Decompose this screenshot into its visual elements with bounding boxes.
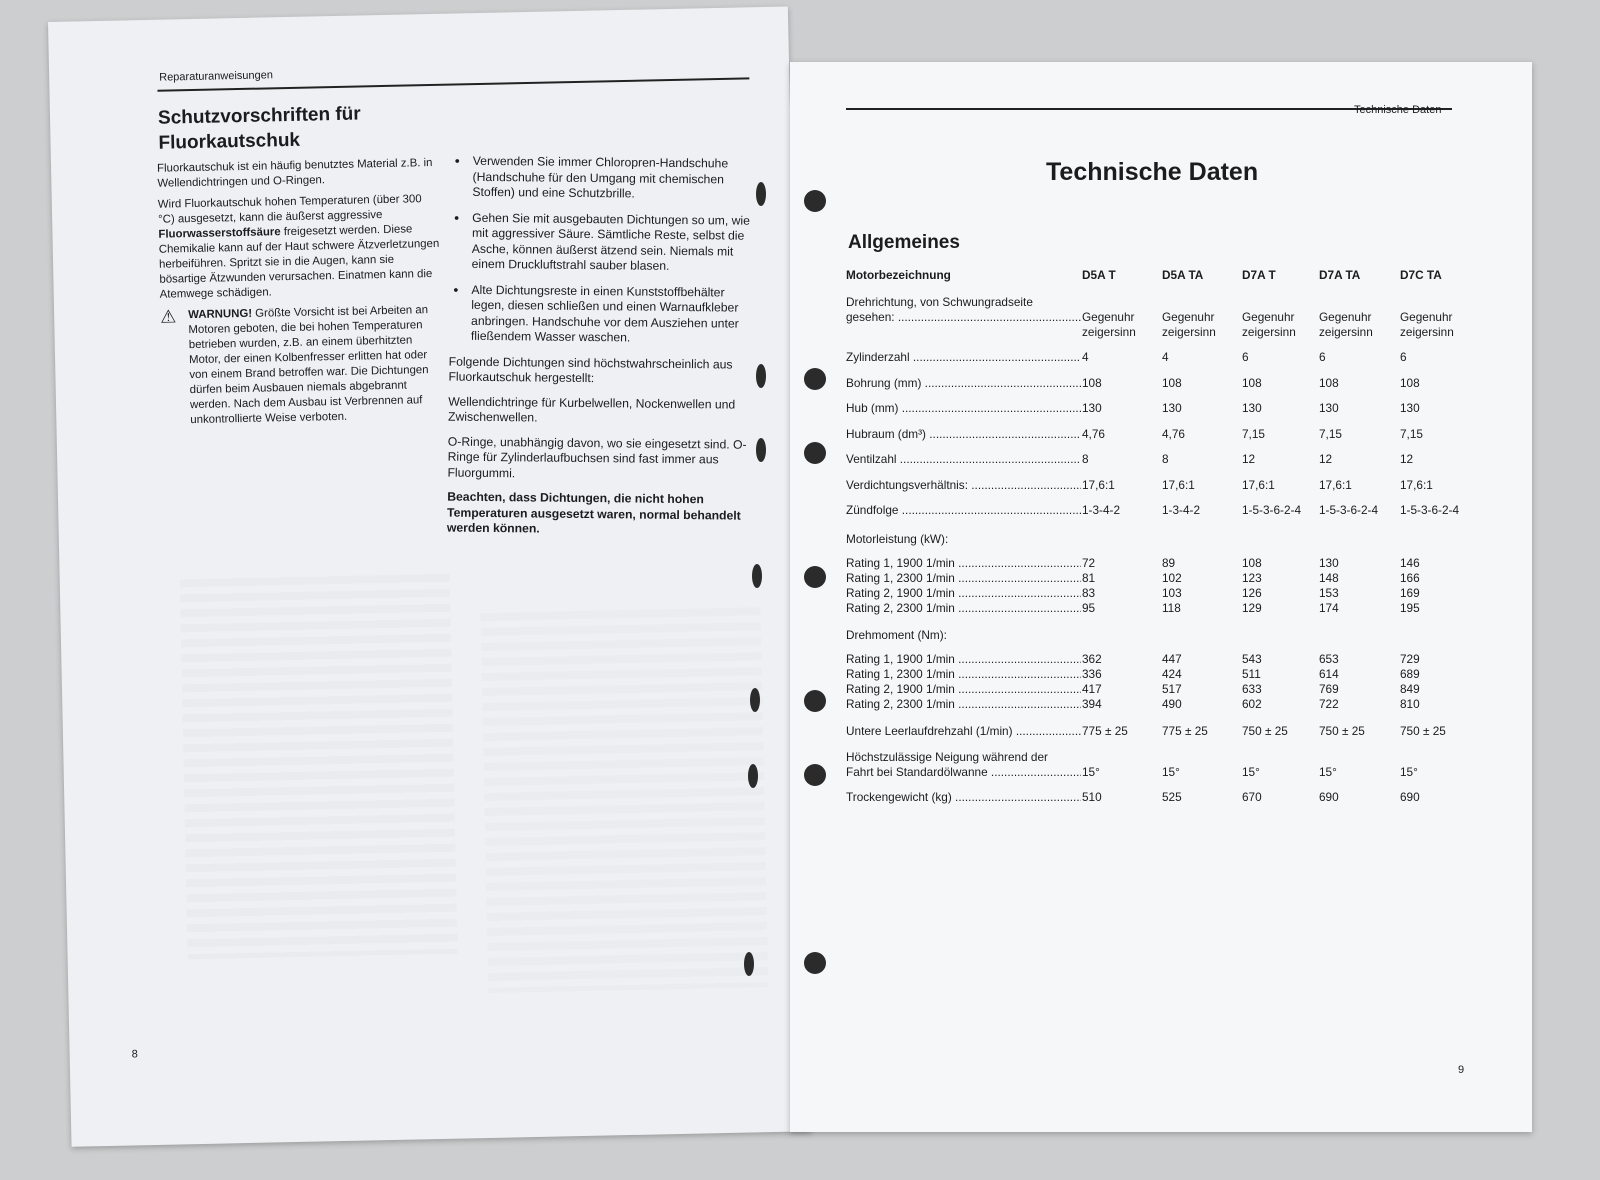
table-cell: 525 (1162, 790, 1182, 804)
heat-text-pre: Wird Fluorkautschuk hohen Temperaturen (über 300 °C) ausgesetzt, kann die äußerst aggressive (157, 193, 422, 226)
table-cell: 15° (1082, 765, 1100, 779)
row-label: Bohrung (mm) ..... (846, 376, 1081, 390)
table-cell: 849 (1400, 682, 1420, 696)
table-cell: 517 (1162, 682, 1182, 696)
row-label: Rating 1, 2300 1/min ..... (846, 667, 1081, 681)
table-cell: 394 (1082, 697, 1102, 711)
row-label: Untere Leerlaufdrehzahl (1/min) ..... (846, 724, 1081, 738)
table-cell: 1-3-4-2 (1162, 503, 1201, 517)
table-cell: 750 ± 25 (1319, 724, 1365, 738)
table-cell: 670 (1242, 790, 1262, 804)
table-cell: 1-5-3-6-2-4 (1242, 503, 1302, 517)
binder-hole (804, 690, 826, 712)
table-cell: 633 (1242, 682, 1262, 696)
table-cell: 362 (1082, 652, 1102, 666)
safety-bullet-list (449, 154, 751, 348)
probable-seals-paragraph: Folgende Dichtungen sind höchstwahrscheinlich aus Fluorkautschuk hergestellt: (448, 354, 733, 386)
heat-text-post: freigesetzt werden. Diese Chemikalie kann auf der Haut schwere Ätzverletzungen herbeiführen. Spritzt sie in die Augen, kann sie bösartige Ätzwunden verursachen. Einatmen kann die Atemwege schädigen. (158, 223, 440, 301)
right-page (790, 62, 1532, 1132)
table-cell: 148 (1319, 571, 1339, 585)
table-cell: 169 (1400, 586, 1420, 600)
table-cell: 130 (1082, 401, 1102, 415)
table-cell: 17,6:1 (1162, 477, 1195, 492)
page-title-right: Technische Daten (1046, 158, 1259, 186)
table-cell: 1-5-3-6-2-4 (1319, 503, 1379, 517)
table-cell: 7,15 (1319, 426, 1342, 441)
rotation-label-2: gesehen: (846, 310, 895, 324)
rotation-cell: Gegenuhr zeigersinn (1162, 310, 1216, 339)
table-cell: 490 (1162, 697, 1182, 711)
table-cell: 424 (1162, 667, 1182, 681)
left-column (157, 156, 445, 429)
table-cell: 81 (1082, 571, 1096, 585)
bullet-item: • Gehen Sie mit ausgebauten Dichtungen so um, wie mit aggressiver Säure. Sämtliche Reste, selbst die Asche, können äußerst ätzend sein. Niemals mit einem Druckluftstrahl sauber blasen. (450, 210, 751, 275)
table-cell: 6 (1242, 350, 1249, 364)
rotation-label-2-wrap (846, 310, 1081, 324)
table-cell: 769 (1319, 682, 1339, 696)
table-cell: 130 (1162, 401, 1182, 415)
hole-edge (752, 564, 762, 588)
warning-label: WARNUNG! (188, 307, 253, 322)
table-cell: 72 (1082, 556, 1096, 570)
binder-hole (804, 442, 826, 464)
table-cell: 7,15 (1242, 426, 1265, 441)
table-cell: 108 (1162, 375, 1182, 390)
show-through-shading (48, 7, 788, 22)
table-cell: 1-5-3-6-2-4 (1400, 503, 1460, 517)
hole-edge (750, 688, 760, 712)
table-cell: 108 (1242, 375, 1262, 390)
table-cell: 118 (1162, 601, 1181, 615)
table-cell: 690 (1319, 790, 1339, 804)
row-label: Zylinderzahl ..... (846, 350, 1081, 364)
row-label: Trockengewicht (kg) ..... (846, 790, 1081, 804)
warning-text-wrap (188, 303, 444, 428)
model-header: D5A T (1082, 268, 1116, 282)
table-cell: 15° (1162, 765, 1180, 779)
hole-edge (744, 952, 754, 976)
section-heading: Allgemeines (848, 232, 960, 253)
table-cell: 108 (1082, 375, 1102, 390)
table-cell: 17,6:1 (1082, 477, 1115, 492)
table-cell: 174 (1319, 601, 1339, 615)
table-cell: 6 (1319, 350, 1326, 364)
hole-edge (756, 438, 766, 462)
bullet-item: • Alte Dichtungsreste in einen Kunststoffbehälter legen, diesen schließen und einen Warnaufkleber anbringen. Handschuhe vor dem Ausziehen unter fließendem Wasser waschen. (449, 282, 750, 347)
bullet-item: • Verwenden Sie immer Chloropren-Handschuhe (Handschuhe für den Umgang mit chemischen Stoffen) und eine Schutzbrille. (450, 154, 750, 204)
rotation-cell: Gegenuhr zeigersinn (1400, 310, 1454, 339)
incline-label-1: Höchstzulässige Neigung während der (846, 750, 1048, 764)
row-label: Hub (mm) ..... (846, 401, 1081, 415)
binder-hole (804, 952, 826, 974)
page-title-left (158, 100, 439, 156)
right-column (447, 154, 751, 549)
table-cell: 130 (1400, 401, 1420, 415)
table-cell: 750 ± 25 (1242, 724, 1288, 738)
model-header: D7A TA (1319, 268, 1361, 282)
table-cell: 83 (1082, 586, 1096, 600)
binder-hole (804, 368, 826, 390)
table-cell: 8 (1082, 452, 1089, 466)
table-cell: 653 (1319, 652, 1339, 666)
model-header: D7C TA (1400, 268, 1442, 282)
rotation-cell: Gegenuhr zeigersinn (1082, 310, 1136, 339)
table-cell: 12 (1319, 452, 1333, 466)
table-cell: 129 (1242, 601, 1262, 615)
running-head-left: Reparaturanweisungen (159, 69, 274, 84)
row-label: Ventilzahl ..... (846, 452, 1081, 466)
table-cell: 775 ± 25 (1082, 724, 1128, 738)
warning-triangle-icon: ⚠ (159, 306, 177, 327)
table-cell: 15° (1242, 765, 1260, 779)
table-cell: 729 (1400, 652, 1420, 666)
table-cell: 810 (1400, 697, 1420, 711)
table-cell: 195 (1400, 601, 1420, 615)
table-cell: 511 (1242, 667, 1261, 681)
table-cell: 8 (1162, 452, 1169, 466)
table-cell: 102 (1162, 571, 1182, 585)
table-cell: 130 (1319, 556, 1339, 570)
table-cell: 166 (1400, 571, 1420, 585)
table-cell: 15° (1400, 765, 1418, 779)
table-cell: 108 (1319, 375, 1339, 390)
binder-hole (804, 190, 826, 212)
table-cell: 510 (1082, 790, 1102, 804)
title-line-2: Fluorkautschuk (158, 129, 301, 154)
row-label: Rating 1, 2300 1/min ..... (846, 571, 1081, 585)
binder-hole (804, 764, 826, 786)
table-cell: 775 ± 25 (1162, 724, 1208, 738)
warning-block (160, 303, 444, 429)
table-cell: 543 (1242, 652, 1262, 666)
row-label: Rating 2, 2300 1/min ..... (846, 697, 1081, 711)
table-cell: 15° (1319, 765, 1337, 779)
table-cell: 17,6:1 (1319, 477, 1352, 492)
rotation-cell: Gegenuhr zeigersinn (1319, 310, 1373, 339)
hole-edge (756, 364, 766, 388)
row-label: Hubraum (dm³) ..... (846, 427, 1081, 441)
table-cell: 126 (1242, 586, 1262, 600)
table-cell: 12 (1400, 452, 1414, 466)
table-cell: 153 (1319, 586, 1339, 600)
model-header: D5A TA (1162, 268, 1204, 282)
title-line-1: Schutzvorschriften für (157, 103, 361, 129)
table-cell: 447 (1162, 652, 1182, 666)
row-label: Rating 2, 1900 1/min ..... (846, 682, 1081, 696)
page-number-left: 8 (131, 1048, 138, 1061)
binder-hole (804, 566, 826, 588)
model-header: D7A T (1242, 268, 1276, 282)
row-label: Zündfolge ..... (846, 503, 1081, 517)
row-label: Rating 2, 1900 1/min ..... (846, 586, 1081, 600)
intro-paragraph: Fluorkautschuk ist ein häufig benutztes Material z.B. in Wellendichtringen und O-Ringen. (156, 156, 433, 190)
table-cell: 89 (1162, 556, 1176, 570)
table-cell: 4,76 (1082, 426, 1105, 441)
heat-text-bold: Fluorwasserstoffsäure (158, 226, 281, 241)
table-cell: 417 (1082, 682, 1102, 696)
table-cell: 108 (1400, 375, 1420, 390)
row-label: Fahrt bei Standardölwanne ..... (846, 765, 1081, 779)
table-cell: 4 (1082, 350, 1089, 364)
table-cell: 108 (1242, 556, 1262, 570)
row-label: Verdichtungsverhältnis: ..... (846, 478, 1081, 492)
warning-text: Größte Vorsicht ist bei Arbeiten an Motoren geboten, die bei hohen Temperaturen betrieben wurden, z.B. an einem überhitzten Motor, der einen Kolbenfresser erlitten hat oder von einem Brand betroffen war. Die Dichtungen dürfen beim Ausbauen niemals abgebrannt werden. Nach dem Ausbau ist Verbrennen auf unkontrollierte Weise verboten. (188, 304, 429, 427)
table-cell: 4 (1162, 350, 1169, 364)
table-cell: 130 (1242, 401, 1262, 415)
row-label: Rating 2, 2300 1/min ..... (846, 601, 1081, 615)
page-number-right: 9 (1458, 1064, 1465, 1076)
o-rings-paragraph: O-Ringe, unabhängig davon, wo sie eingesetzt sind. O-Ringe für Zylinderlaufbuchsen sind fast immer aus Fluorgummi. (447, 434, 747, 480)
running-head-right: Technische Daten (1354, 104, 1442, 116)
left-page (48, 7, 811, 1147)
table-cell: 4,76 (1162, 426, 1185, 441)
table-cell: 1-3-4-2 (1082, 503, 1121, 517)
rotation-label-1: Drehrichtung, von Schwungradseite (846, 295, 1033, 309)
hole-edge (756, 182, 766, 206)
table-cell: 6 (1400, 350, 1407, 364)
table-cell: 602 (1242, 697, 1262, 711)
table-cell: 722 (1319, 697, 1339, 711)
rotation-cell: Gegenuhr zeigersinn (1242, 310, 1296, 339)
table-cell: 130 (1319, 401, 1339, 415)
table-cell: 146 (1400, 556, 1420, 570)
hole-edge (748, 764, 758, 788)
table-cell: 103 (1162, 586, 1182, 600)
table-cell: 12 (1242, 452, 1256, 466)
power-heading: Motorleistung (kW): (846, 532, 949, 546)
header-label: Motorbezeichnung (846, 268, 951, 282)
note-paragraph: Beachten, dass Dichtungen, die nicht hohen Temperaturen ausgesetzt waren, normal behandelt werden können. (446, 489, 741, 536)
table-cell: 7,15 (1400, 426, 1423, 441)
table-cell: 123 (1242, 571, 1262, 585)
heat-paragraph (158, 192, 442, 303)
table-cell: 614 (1319, 667, 1339, 681)
torque-heading: Drehmoment (Nm): (846, 628, 947, 642)
table-cell: 336 (1082, 667, 1102, 681)
row-label: Rating 1, 1900 1/min ..... (846, 652, 1081, 666)
shaft-seals-paragraph: Wellendichtringe für Kurbelwellen, Nockenwellen und Zwischenwellen. (448, 394, 736, 425)
table-cell: 17,6:1 (1400, 477, 1433, 492)
row-label: Rating 1, 1900 1/min ..... (846, 556, 1081, 570)
table-cell: 95 (1082, 601, 1096, 615)
table-cell: 689 (1400, 667, 1420, 681)
table-cell: 17,6:1 (1242, 477, 1275, 492)
table-cell: 750 ± 25 (1400, 724, 1446, 738)
table-cell: 690 (1400, 790, 1420, 804)
